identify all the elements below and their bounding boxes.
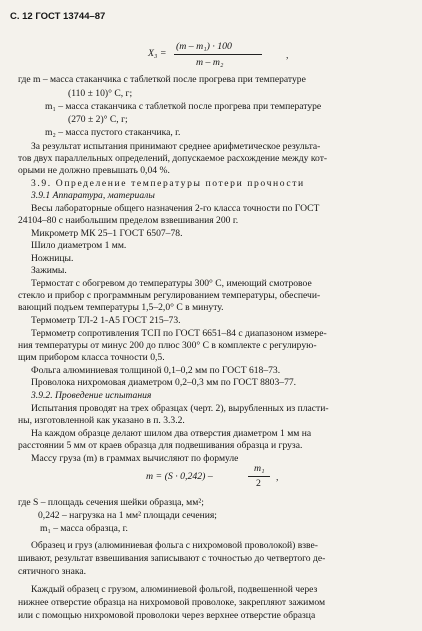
formula-2-lhs: m = (S · 0,242) – [146,471,213,482]
where1-line: (270 ± 2)° С, г; [68,114,128,125]
equipment-line: 24104–80 с наибольшим пределом взвешивания 200 г. [18,215,239,226]
procedure-line: Испытания проводят на трех образцах (черт. 2), вырубленных из пласти- [31,403,329,414]
where1-line: m₁ – масса стаканчика с таблеткой после прогрева при температуре [45,101,322,112]
equipment-line: Термометр ТЛ-2 1-А5 ГОСТ 215–73. [31,315,181,326]
where2-line: где S – площадь сечения шейки образца, мм²; [18,497,204,508]
equipment-line: Проволока нихромовая диаметром 0,2–0,3 мм по ГОСТ 8803–77. [31,377,297,388]
formula-2-fraction-bar [248,476,270,477]
formula-1-numerator: (m – m₁) · 100 [176,41,232,52]
closing-line: или с помощью нихромовой проволоки через верхнее отверстие образца [18,610,316,621]
equipment-line: Шило диаметром 1 мм. [31,240,127,251]
where1-line: (110 ± 10)° С, г; [68,88,133,99]
result-line: За результат испытания принимают среднее арифметическое результа- [31,141,321,152]
equipment-line: Весы лабораторные общего назначения 2-го класса точности по ГОСТ [31,203,320,214]
formula-1-fraction-bar [174,54,262,55]
page-header: С. 12 ГОСТ 13744–87 [10,11,106,22]
section-3-9-1-heading: 3.9.1 Аппаратура, материалы [31,190,155,201]
formula-2-numerator: m₁ [254,463,265,474]
closing-line: Образец и груз (алюминиевая фольга с нихромовой проволокой) взве- [31,540,318,551]
where2-line: 0,242 – нагрузка на 1 мм² площади сечения; [38,510,217,521]
equipment-line: щим прибором класса точности 0,5. [18,352,165,363]
formula-1-lhs: X₃ = [148,48,167,59]
equipment-line: Зажимы. [31,265,67,276]
equipment-line: Термостат с обогревом до температуры 300° С, имеющий смотровое [31,278,312,289]
equipment-line: Микрометр МК 25–1 ГОСТ 6507–78. [31,228,183,239]
formula-1-denominator: m – m₂ [196,57,224,68]
where2-line: m₁ – масса образца, г. [40,523,128,534]
where1-line: m₂ – масса пустого стаканчика, г. [45,127,181,138]
equipment-line: вающий подъем температуры 1,5–2,0° С в минуту. [18,302,224,313]
equipment-line: стекло и прибор с программным регулированием температуры, обеспечи- [18,290,321,301]
result-line: тов двух параллельных определений, допускаемое расхождение между кот- [18,153,328,164]
procedure-line: На каждом образце делают шилом два отверстия диаметром 1 мм на [31,428,312,439]
equipment-line: Фольга алюминиевая толщиной 0,1–0,2 мм по ГОСТ 618–73. [31,365,281,376]
closing-line: сятичного знака. [18,566,86,577]
procedure-line: Массу груза (m) в граммах вычисляют по формуле [31,453,239,464]
closing-line: шивают, результат взвешивания записывают с точностью до четвертого де- [18,553,326,564]
where1-line: где m – масса стаканчика с таблеткой после прогрева при температуре [18,74,306,85]
section-3-9-heading: 3.9. Определение температуры потери прочности [31,178,305,189]
section-3-9-2-heading: 3.9.2. Проведение испытания [31,390,152,401]
equipment-line: Ножницы. [31,253,74,264]
closing-line: Каждый образец с грузом, алюминиевой фольгой, подвешенной через [31,584,318,595]
closing-line: нижнее отверстие образца на нихромовой проволоке, закрепляют зажимом [18,597,326,608]
result-line: орыми не должно превышать 0,04 %. [18,165,170,176]
formula-1-tail: , [286,50,289,61]
equipment-line: Термометр сопротивления ТСП по ГОСТ 6651–84 с диапазоном измере- [31,328,327,339]
procedure-line: расстоянии 5 мм от краев образца для подвешивания образца и груза. [18,440,303,451]
formula-2-denominator: 2 [256,478,261,489]
formula-2-tail: , [276,472,279,483]
procedure-line: ны, изготовленной как указано в п. 3.3.2. [18,415,185,426]
equipment-line: ния температуры от минус 200 до плюс 300° С в комплекте с регулирую- [18,340,317,351]
